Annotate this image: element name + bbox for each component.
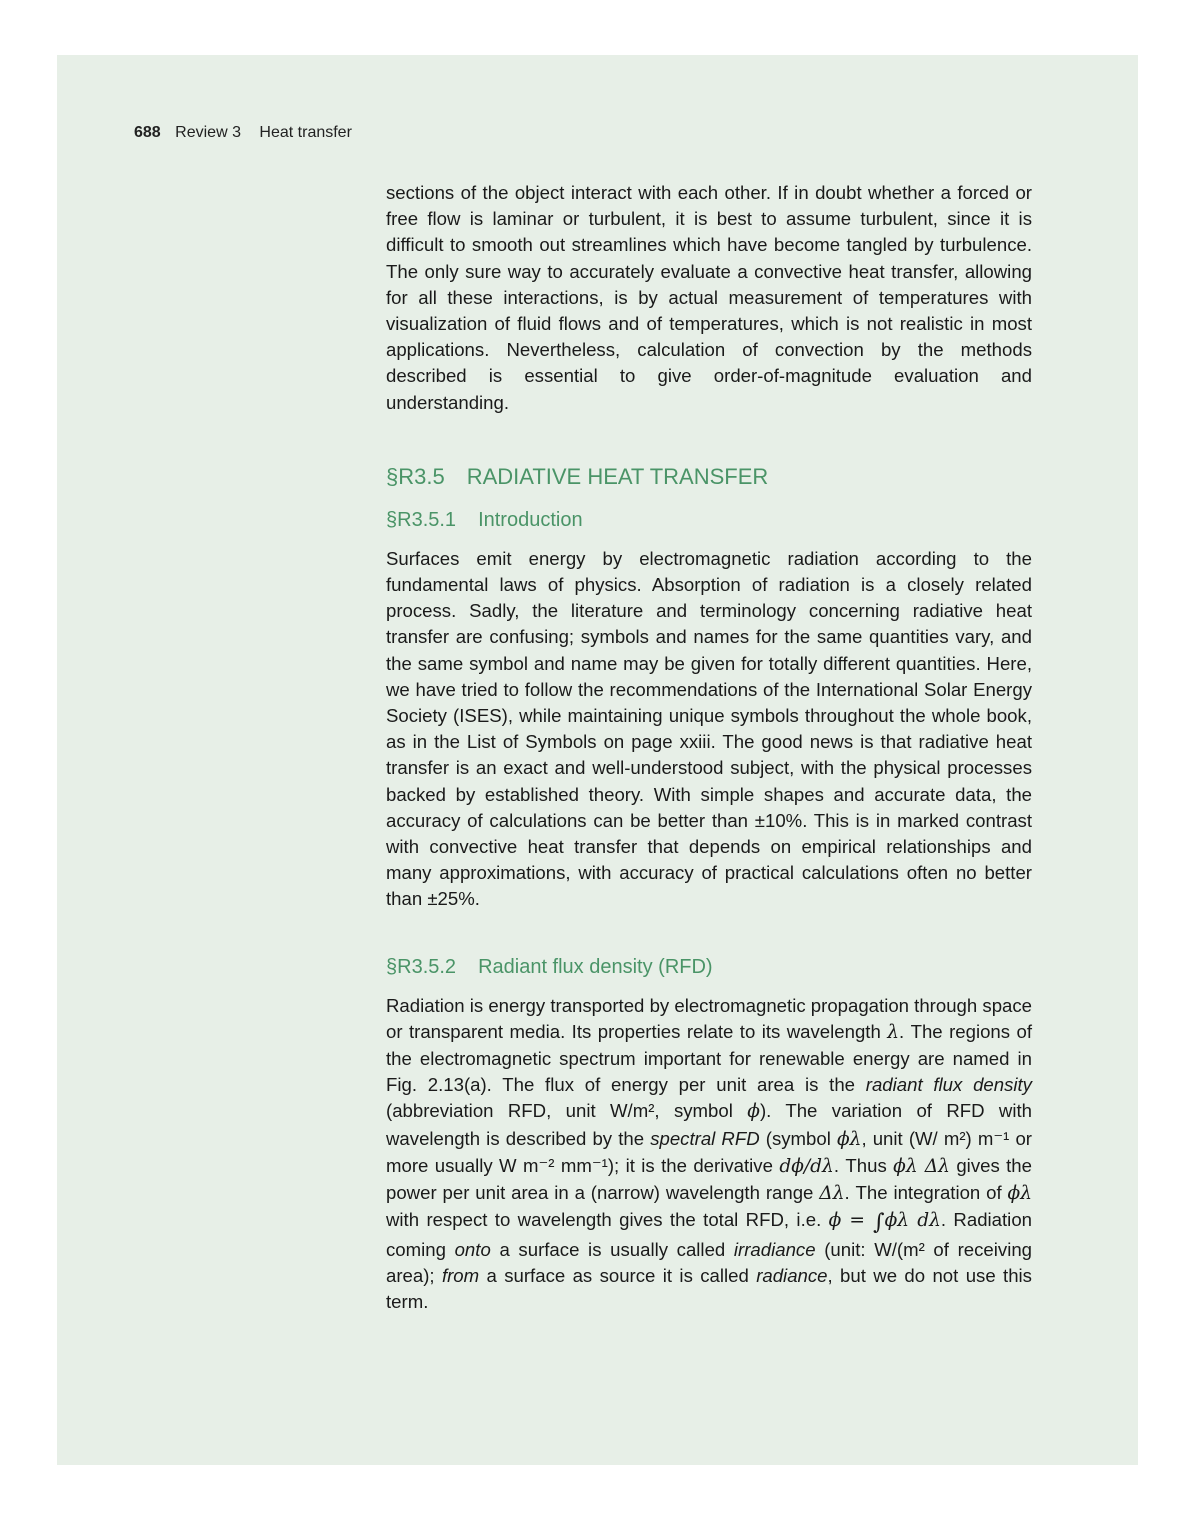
body-column <box>386 180 1032 1315</box>
phi-lambda-symbol: ϕλ <box>836 1128 862 1150</box>
phi-delta-lambda-expression: ϕλ Δλ <box>893 1155 950 1177</box>
text-run: a surface is usually called <box>490 1238 734 1260</box>
equation-lhs: ϕ = <box>828 1210 874 1232</box>
section-heading <box>386 462 1032 492</box>
text-run: . The integration of <box>844 1182 1008 1204</box>
rfd-paragraph <box>386 993 1032 1315</box>
term-irradiance: irradiance <box>733 1238 816 1260</box>
section-title: RADIATIVE HEAT TRANSFER <box>466 463 769 489</box>
lambda-symbol: λ <box>887 1021 900 1043</box>
subsection-title: Radiant flux density (RFD) <box>478 955 713 978</box>
term-onto: onto <box>454 1238 491 1260</box>
intro-paragraph: sections of the object interact with each other. If in doubt whether a forced or free flow is laminar or turbulent, it is best to assume turbulent, since it is difficult to smooth out streamlines which have become tangled by turbulence. The only sure way to accurately evaluate a convective heat transfer, allowing for all these interactions, is by actual measurement of temperatures with visualization of fluid flows and of temperatures, which is not realistic in most applications. Nevertheless, calculation of convection by the methods described is essential to give order-of-magnitude evaluation and understanding. <box>386 182 1032 413</box>
subsection-heading-introduction <box>386 506 1032 534</box>
term-spectral-rfd: spectral RFD <box>650 1127 760 1149</box>
running-head <box>134 124 352 142</box>
review-label: Review 3 <box>175 124 241 141</box>
introduction-paragraph: Surfaces emit energy by electromagnetic radiation according to the fundamental laws of physics. Absorption of radiation is a closely related process. Sadly, the literature and terminology concerning radiative heat transfer are confusing; symbols and names for the same quantities vary, and the same symbol and name may be given for totally different quantities. Here, we have tried to follow the recommendations of the International Solar Energy Society (ISES), while maintaining unique symbols throughout the whole book, as in the List of Symbols on page xxiii. The good news is that radiative heat transfer is an exact and well-understood subject, with the physical processes backed by established theory. With simple shapes and accurate data, the accuracy of calculations can be better than ±10%. This is in marked contrast with convective heat transfer that depends on empirical relationships and many approximations, with accuracy of practical calculations often no better than ±25%. <box>386 547 1032 910</box>
text-run: ). The variation of RFD with wavelength is described by the <box>386 1100 1032 1149</box>
text-run: . The regions of the electromagnetic spectrum important for renewable energy are named in Fig. 2.13(a). The flux of energy per unit area is the <box>386 1020 1032 1096</box>
integrand: ϕλ dλ <box>884 1210 941 1232</box>
integral-sign: ∫ <box>873 1210 885 1236</box>
text-run: with respect to wavelength gives the total RFD, i.e. <box>386 1209 829 1231</box>
subsection-number: §R3.5.1 <box>386 508 457 531</box>
text-run: a surface as source it is called <box>479 1264 757 1286</box>
phi-symbol: ϕ <box>747 1101 760 1123</box>
text-run: . Radiation coming <box>386 1209 1032 1260</box>
text-run: gives the power per unit area in a (narrow) wavelength range <box>386 1154 1032 1204</box>
section-number: §R3.5 <box>386 463 445 489</box>
term-from: from <box>441 1264 480 1286</box>
delta-lambda-symbol: Δλ <box>819 1183 845 1205</box>
phi-lambda-symbol: ϕλ <box>1007 1183 1033 1205</box>
subsection-title: Introduction <box>478 508 583 531</box>
subsection-number: §R3.5.2 <box>386 955 457 978</box>
text-run: Radiation is energy transported by electromagnetic propagation through space or transparent media. Its properties relate to its wavelength <box>386 994 1033 1042</box>
text-run: . Thus <box>833 1154 894 1176</box>
chapter-title: Heat transfer <box>259 124 352 141</box>
derivative-expression: dϕ/dλ <box>779 1155 834 1177</box>
page <box>57 55 1138 1465</box>
subsection-heading-rfd <box>386 953 1032 981</box>
text-run: (unit: W/(m² of receiving area); <box>386 1238 1033 1286</box>
text-run: (abbreviation RFD, unit W/m², symbol <box>386 1100 748 1122</box>
text-run: , but we do not use this term. <box>386 1264 1032 1312</box>
text-run: , unit (W/ m²) m⁻¹ or more usually W m⁻² mm⁻¹); it is the derivative <box>386 1127 1032 1176</box>
term-radiant-flux-density: radiant flux density <box>865 1074 1032 1096</box>
page-number: 688 <box>134 124 161 141</box>
text-run: (symbol <box>759 1127 837 1149</box>
term-radiance: radiance <box>756 1264 828 1286</box>
